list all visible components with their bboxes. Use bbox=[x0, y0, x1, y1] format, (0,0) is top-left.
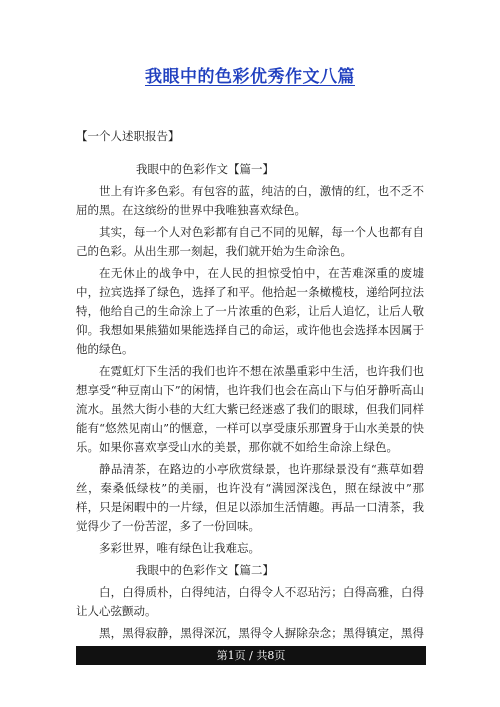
paragraph: 在无休止的战争中，在人民的担惊受怕中，在苦难深重的废墟中，拉宾选择了绿色，选择了和平。他拾起一条橄榄枝，递给阿拉法特，他给自己的生命涂上了一片浓重的色彩，让后人追忆，让后人敬仰。我想如果熊猫如果能选择自己的命运，或许他也会选择本因属于他的绿色。 bbox=[76, 266, 424, 356]
essay-heading-1: 我眼中的色彩作文【篇一】 bbox=[136, 162, 274, 176]
page-number: 第1页 / 共8页 bbox=[216, 649, 286, 662]
paragraph: 白，白得质朴，白得纯洁，白得令人不忍玷污；白得高雅，白得让人心弦颤动。 bbox=[76, 585, 424, 618]
paragraph: 在霓虹灯下生活的我们也许不想在浓墨重彩中生活，也许我们也想享受“种豆南山下”的闲情，也许我们也会在高山下与伯牙静听高山流水。虽然大街小巷的大红大紫已经迷惑了我们的眼球，但我们同样能有“悠然见南山”的惬意，一样可以享受康乐那置身于山水美景的快乐。如果你喜欢享受山水的美景，那你就不如给生命涂上绿色。 bbox=[76, 364, 424, 454]
paragraph: 其实，每一个人对色彩都有自己不同的见解，每一个人也都有自己的色彩。从出生那一刻起，我们就开始为生命涂色。 bbox=[76, 225, 424, 258]
essay-heading-2: 我眼中的色彩作文【篇二】 bbox=[136, 563, 274, 577]
document-title: 我眼中的色彩优秀作文八篇 bbox=[145, 67, 355, 87]
paragraph: 多彩世界，唯有绿色让我难忘。 bbox=[99, 541, 260, 555]
page-footer-bar bbox=[76, 646, 426, 665]
document-body bbox=[76, 160, 424, 665]
paragraph: 黑，黑得寂静，黑得深沉，黑得令人摒除杂念；黑得镇定，黑得 bbox=[99, 626, 424, 640]
paragraph: 世上有许多色彩。有包容的蓝，纯洁的白，激情的红，也不乏不屈的黑。在这缤纷的世界中我唯独喜欢绿色。 bbox=[76, 184, 424, 217]
paragraph: 静品清茶，在路边的小亭欣赏绿景，也许那绿景没有“燕草如碧丝，秦桑低绿枝”的美丽，也许没有“满园深浅色，照在绿波中”那样，只是闲暇中的一片绿，但足以添加生活情趣。再品一口清茶，我觉得少了一份苦涩，多了一份回味。 bbox=[76, 462, 424, 533]
section-label: 【一个人述职报告】 bbox=[76, 129, 180, 143]
